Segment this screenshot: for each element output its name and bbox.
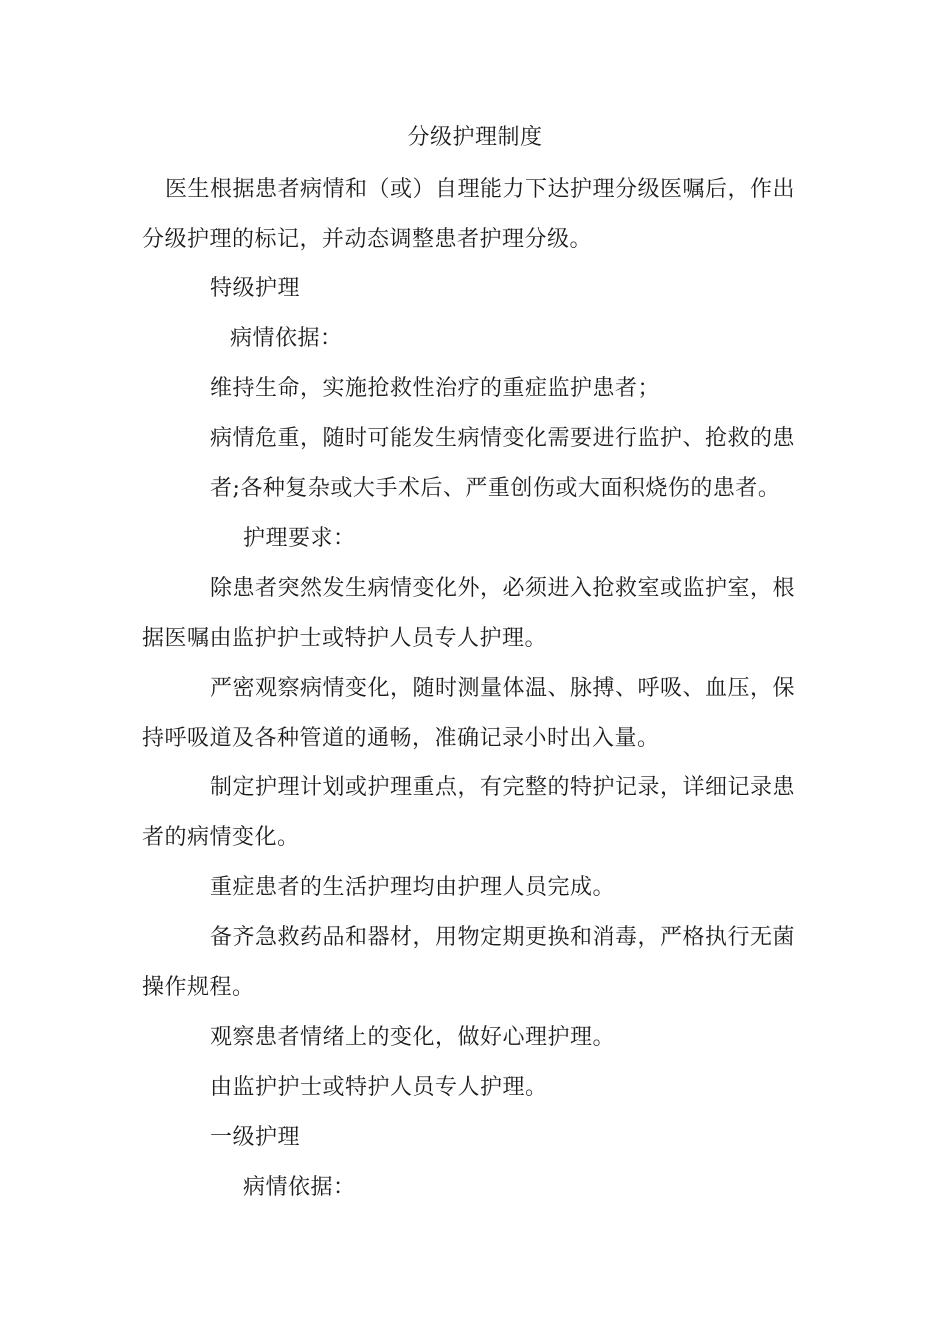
special-care-criteria-heading: 病情依据：: [230, 326, 343, 351]
requirement-2-line-1: 严密观察病情变化，随时测量体温、脉搏、呼吸、血压，保: [210, 676, 796, 701]
special-care-criteria-2-line-2: 者;各种复杂或大手术后、严重创伤或大面积烧伤的患者。: [210, 476, 781, 501]
document-title: 分级护理制度: [407, 125, 543, 150]
requirement-5-line-2: 操作规程。: [142, 975, 255, 1000]
requirement-4: 重症患者的生活护理均由护理人员完成。: [210, 875, 616, 900]
requirement-6: 观察患者情绪上的变化，做好心理护理。: [210, 1025, 616, 1050]
requirement-3-line-1: 制定护理计划或护理重点，有完整的特护记录，详细记录患: [210, 775, 796, 800]
special-care-requirements-heading: 护理要求：: [243, 526, 356, 551]
special-care-criteria-2-line-1: 病情危重，随时可能发生病情变化需要进行监护、抢救的患: [210, 426, 796, 451]
requirement-7: 由监护护士或特护人员专人护理。: [210, 1075, 548, 1100]
requirement-1-line-2: 据医嘱由监护护士或特护人员专人护理。: [142, 626, 548, 651]
requirement-3-line-2: 者的病情变化。: [142, 825, 300, 850]
requirement-1-line-1: 除患者突然发生病情变化外，必须进入抢救室或监护室，根: [210, 576, 796, 601]
special-care-criteria-1: 维持生命，实施抢救性治疗的重症监护患者；: [210, 376, 661, 401]
first-level-care-criteria-heading: 病情依据：: [243, 1175, 356, 1200]
intro-paragraph-line-1: 医生根据患者病情和（或）自理能力下达护理分级医嘱后，作出: [165, 177, 796, 202]
special-care-heading: 特级护理: [210, 276, 301, 301]
intro-paragraph-line-2: 分级护理的标记，并动态调整患者护理分级。: [142, 227, 593, 252]
requirement-5-line-1: 备齐急救药品和器材，用物定期更换和消毒，严格执行无菌: [210, 925, 796, 950]
requirement-2-line-2: 持呼吸道及各种管道的通畅，准确记录小时出入量。: [142, 726, 660, 751]
first-level-care-heading: 一级护理: [210, 1125, 301, 1150]
